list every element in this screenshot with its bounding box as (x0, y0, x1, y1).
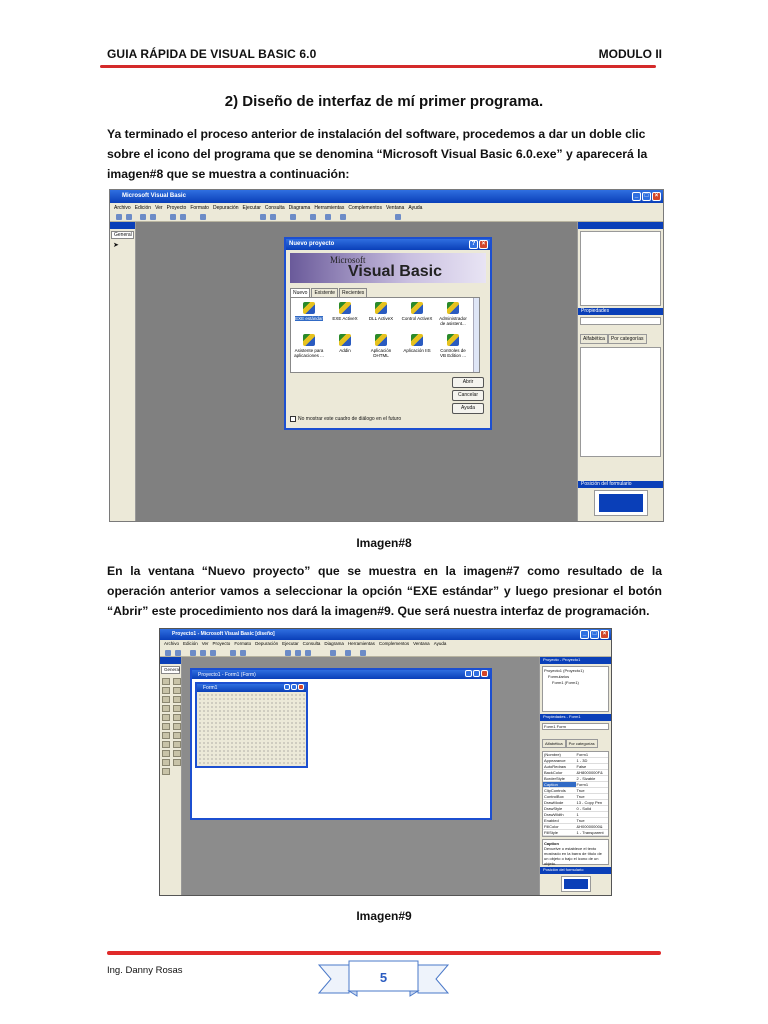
form-layout-titlebar: Posición del formulario (578, 481, 663, 488)
page-number: 5 (379, 970, 388, 985)
toolbar-icon (140, 214, 146, 220)
property-row (543, 830, 608, 836)
paragraph-2-text-b: ” que se muestra en la imagen#7 como resultado de la operación anterior vamos a seleccionar la opción “ (107, 564, 663, 598)
paragraph-2-text-d: ” este procedimiento nos dará la imagen#9. Que será nuestra interfaz de programación. (142, 604, 650, 618)
properties-titlebar: Propiedades - Form1 (540, 714, 611, 721)
toolbar-icon (325, 214, 331, 220)
toolbar-icon (395, 214, 401, 220)
drive-tool-icon (173, 732, 181, 739)
menu-diagrama: Diagrama (324, 641, 344, 646)
section-title: 2) Diseño de interfaz de mí primer programa. (224, 93, 544, 110)
close-icon: × (479, 240, 488, 249)
image-tool-icon (162, 759, 170, 766)
vscroll-tool-icon (173, 723, 181, 730)
property-description (542, 839, 609, 865)
toolbar-icon (345, 650, 351, 656)
item-label: Administrador de asistent... (439, 316, 467, 326)
toolbar-icon (305, 650, 311, 656)
form1-window (195, 682, 308, 768)
property-value: 2 - Sizable (576, 776, 596, 781)
form1-title: Form1 (203, 685, 218, 691)
toolbox-controls (160, 676, 181, 777)
paragraph-1-text-a: Ya terminado el proceso anterior de instalación del software, procedemos a dar un doble clic sobre el icono del programa que se denomina “ (107, 127, 646, 161)
description-title: Caption (544, 841, 559, 846)
banner-visual-basic: Visual Basic (348, 263, 442, 280)
toolbar-icon (240, 650, 246, 656)
minimize-icon (284, 684, 290, 690)
vb-ide-toolbar (160, 648, 611, 657)
menu-proyecto: Proyecto (166, 205, 187, 211)
screenshot-imagen-9 (159, 628, 612, 896)
properties-object-combo: Form1 Form (542, 723, 609, 730)
property-value: True (576, 794, 585, 799)
property-name: DrawMode (544, 800, 564, 805)
property-value: &H00000000& (576, 824, 603, 829)
paragraph-2-bold-a: Nuevo proyecto (207, 564, 305, 578)
project-type-list (290, 297, 480, 373)
wizard-manager-icon (447, 302, 459, 314)
tab-recientes: Recientes (339, 288, 367, 298)
property-value: 1 - 3D (576, 758, 588, 763)
maximize-icon (473, 670, 480, 677)
dll-activex-icon (375, 302, 387, 314)
line-tool-icon (173, 750, 181, 757)
property-value: 0 - Solid (576, 806, 592, 811)
pointer-icon: ➤ (113, 242, 119, 249)
dir-tool-icon (162, 741, 170, 748)
property-value: 1 - Transparent (576, 830, 604, 835)
properties-grid (580, 347, 661, 457)
paragraph-2-text-c: ” y luego presionar el botón “ (107, 584, 663, 618)
dialog-titlebar (286, 239, 490, 250)
timer-tool-icon (162, 732, 170, 739)
vb-window-title: Microsoft Visual Basic (122, 193, 186, 199)
toolbar-icon (180, 214, 186, 220)
textbox-tool-icon (173, 687, 181, 694)
list-item (365, 334, 397, 358)
property-value: 1 (576, 812, 579, 817)
menu-archivo: Archivo (164, 641, 180, 646)
vb-ide-titlebar (160, 629, 611, 640)
properties-object-combo (580, 317, 661, 325)
file-tool-icon (173, 741, 181, 748)
toolbar-icon (200, 214, 206, 220)
paragraph-2-bold-b: EXE estándar (413, 584, 494, 598)
tab-alfabetica: Alfabética (542, 739, 566, 748)
checkbox-tool-icon (162, 705, 170, 712)
property-name: FillColor (544, 824, 559, 829)
list-item (293, 302, 325, 321)
maximize-icon (291, 684, 297, 690)
abrir-button: Abrir (452, 377, 484, 388)
footer-rule (107, 951, 661, 955)
project-panel-titlebar: Proyecto - Proyecto1 (540, 657, 611, 664)
form1-grid (198, 693, 305, 765)
toolbar-icon (150, 214, 156, 220)
property-name: Appearance (544, 758, 566, 763)
caption-imagen-8: Imagen#8 (356, 536, 412, 550)
property-name: AutoRedraw (544, 764, 567, 769)
property-value: Form1 (576, 782, 589, 787)
maximize-icon: □ (642, 192, 651, 201)
item-label: Asistente para aplicaciones ... (294, 348, 324, 358)
toolbar-icon (165, 650, 171, 656)
form-designer-titlebar (192, 670, 490, 679)
menu-formato: Formato (190, 205, 209, 211)
toolbox-general-tab: General (111, 231, 134, 239)
property-value: Form1 (576, 752, 589, 757)
banner-microsoft: Microsoft (330, 255, 366, 265)
property-name: ControlBox (544, 794, 564, 799)
form-layout-preview (594, 490, 648, 516)
toolbar-icon (170, 214, 176, 220)
vb-ide-menubar (160, 640, 611, 648)
pointer-tool-icon (162, 678, 170, 685)
combobox-tool-icon (162, 714, 170, 721)
paragraph-1-bold: Microsoft Visual Basic 6.0.exe (382, 147, 557, 161)
property-name: ClipControls (544, 788, 566, 793)
ole-tool-icon (162, 768, 170, 775)
dialog-title: Nuevo proyecto (289, 241, 335, 247)
property-value: 13 - Copy Pen (576, 800, 603, 805)
property-value: True (576, 788, 585, 793)
menu-herramientas: Herramientas (347, 641, 375, 646)
shape-tool-icon (162, 750, 170, 757)
property-name: BackColor (544, 770, 563, 775)
item-label: DLL ActiveX (368, 316, 394, 321)
item-label: EXE ActiveX (332, 316, 358, 321)
project-explorer (580, 231, 661, 306)
caption-imagen-9: Imagen#9 (356, 909, 412, 923)
menu-complementos: Complementos (378, 641, 410, 646)
list-item (437, 302, 469, 326)
item-label: Addin (339, 348, 351, 353)
tab-por-categorias: Por categorías (608, 334, 647, 344)
app-wizard-icon (303, 334, 315, 346)
exe-activex-icon (339, 302, 351, 314)
toolbar-icon (175, 650, 181, 656)
listbox-tool-icon (173, 714, 181, 721)
properties-grid (542, 751, 609, 837)
help-icon: ? (469, 240, 478, 249)
list-item (329, 334, 361, 353)
toolbar-icon (126, 214, 132, 220)
toolbar-icon (340, 214, 346, 220)
right-panels (577, 222, 663, 521)
toolbar-icon (290, 214, 296, 220)
menu-consulta: Consulta (302, 641, 321, 646)
minimize-icon (465, 670, 472, 677)
property-value: &H8000000F& (576, 770, 603, 775)
control-activex-icon (411, 302, 423, 314)
nuevo-proyecto-dialog (284, 237, 492, 430)
menu-formato: Formato (234, 641, 252, 646)
visual-basic-banner (290, 253, 486, 283)
tree-node-project: Proyecto1 (Proyecto1) (544, 668, 584, 673)
project-panel-titlebar (578, 222, 663, 229)
list-item (401, 334, 433, 353)
item-label: EXE estándar (295, 316, 323, 321)
toolbar-icon (260, 214, 266, 220)
tab-existente: Existente (311, 288, 338, 298)
properties-titlebar: Propiedades (578, 308, 663, 315)
menu-ejecutar: Ejecutar (242, 205, 261, 211)
toolbox-panel (160, 657, 182, 895)
maximize-icon: □ (590, 630, 599, 639)
toolbar-icon (330, 650, 336, 656)
header-module: MODULO II (598, 47, 662, 61)
menu-ver: Ver (201, 641, 209, 646)
toolbar-icon (230, 650, 236, 656)
item-label: Aplicación DHTML (370, 348, 392, 358)
exe-standard-icon (303, 302, 315, 314)
paragraph-2-bold-c: Abrir (113, 604, 143, 618)
option-tool-icon (173, 705, 181, 712)
property-value: False (576, 764, 587, 769)
menu-consulta: Consulta (264, 205, 285, 211)
footer-author: Ing. Danny Rosas (107, 965, 183, 976)
tree-node-form1: Form1 (Form1) (552, 680, 579, 685)
menu-ventana: Ventana (413, 641, 430, 646)
list-scrollbar (473, 298, 479, 372)
dont-show-checkbox (290, 416, 296, 422)
property-name: Caption (543, 782, 576, 787)
property-name: DrawWidth (544, 812, 564, 817)
list-item (329, 302, 361, 321)
menu-ver: Ver (155, 205, 163, 211)
cancelar-button: Cancelar (452, 390, 484, 401)
toolbox-panel (110, 222, 136, 521)
vb-window-titlebar (110, 190, 663, 203)
right-panels (539, 657, 611, 895)
data-tool-icon (173, 759, 181, 766)
close-icon (481, 670, 488, 677)
menu-archivo: Archivo (114, 205, 131, 211)
property-name: Enabled (544, 818, 559, 823)
menu-ayuda: Ayuda (433, 641, 447, 646)
paragraph-1-text-b: ” y aparecerá la imagen#8 que se muestra a continuación: (107, 147, 648, 181)
close-icon: × (600, 630, 609, 639)
vb-toolbar (110, 212, 663, 222)
vb-edition-controls-icon (447, 334, 459, 346)
frame-tool-icon (162, 696, 170, 703)
tab-alfabetica: Alfabética (580, 334, 608, 344)
minimize-icon: _ (632, 192, 641, 201)
menu-ejecutar: Ejecutar (282, 641, 299, 646)
tab-por-categorias: Por categorías (566, 739, 598, 748)
list-item (293, 334, 325, 358)
close-icon: × (652, 192, 661, 201)
vb-menubar (110, 203, 663, 212)
form1-titlebar (197, 684, 306, 692)
list-item (365, 302, 397, 321)
dont-show-checkbox-row (290, 416, 401, 422)
menu-ayuda: Ayuda (408, 205, 423, 211)
menu-proyecto: Proyecto (212, 641, 231, 646)
menu-complementos: Complementos (348, 205, 382, 211)
minimize-icon: _ (580, 630, 589, 639)
tab-nuevo: Nuevo (290, 288, 310, 298)
picturebox-tool-icon (173, 678, 181, 685)
toolbox-general-tab: General (161, 666, 180, 674)
property-name: DrawStyle (544, 806, 563, 811)
menu-ventana: Ventana (385, 205, 405, 211)
menu-edicion: Edición (183, 641, 198, 646)
item-label: Control ActiveX (401, 316, 433, 321)
description-text: Devuelve o establece el texto mostrado en la barra de título de un objeto o bajo el icono de un objeto. (544, 846, 602, 866)
label-tool-icon (162, 687, 170, 694)
property-name: FillStyle (544, 830, 559, 835)
toolbox-titlebar (160, 657, 181, 664)
toolbar-icon (310, 214, 316, 220)
menu-diagrama: Diagrama (288, 205, 311, 211)
iis-app-icon (411, 334, 423, 346)
toolbar-icon (295, 650, 301, 656)
toolbox-titlebar (110, 222, 135, 229)
toolbar-icon (360, 650, 366, 656)
form-layout-titlebar: Posición del formulario (540, 867, 611, 874)
dont-show-label: No mostrar este cuadro de diálogo en el futuro (298, 416, 402, 422)
property-name: (Nombre) (544, 752, 561, 757)
toolbar-icon (210, 650, 216, 656)
property-name: BorderStyle (544, 776, 565, 781)
toolbar-icon (190, 650, 196, 656)
ayuda-button: Ayuda (452, 403, 484, 414)
paragraph-2 (107, 561, 662, 621)
menu-depuracion: Depuración (255, 641, 279, 646)
close-icon (298, 684, 304, 690)
tree-node-forms: Formularios (548, 674, 570, 679)
toolbar-icon (200, 650, 206, 656)
menu-depuracion: Depuración (212, 205, 239, 211)
page-number-ribbon (317, 959, 450, 999)
toolbar-icon (270, 214, 276, 220)
paragraph-2-text-a: En la ventana “ (107, 564, 208, 578)
header-rule (100, 65, 656, 68)
list-item (401, 302, 433, 321)
menu-edicion: Edición (134, 205, 152, 211)
item-label: Aplicación IIS (403, 348, 431, 353)
menu-herramientas: Herramientas (314, 205, 345, 211)
vb-ide-title: Proyecto1 - Microsoft Visual Basic [diseño] (172, 631, 275, 637)
project-tree (542, 666, 609, 712)
list-item (437, 334, 469, 358)
toolbar-icon (116, 214, 122, 220)
hscroll-tool-icon (162, 723, 170, 730)
header-title: GUIA RÁPIDA DE VISUAL BASIC 6.0 (107, 47, 317, 61)
form-layout-preview (561, 876, 591, 892)
paragraph-1 (107, 124, 662, 184)
property-value: True (576, 818, 585, 823)
button-tool-icon (173, 696, 181, 703)
dhtml-app-icon (375, 334, 387, 346)
item-label: Controles de VB Edition ... (439, 348, 466, 358)
screenshot-imagen-8 (109, 189, 664, 522)
addin-icon (339, 334, 351, 346)
toolbar-icon (285, 650, 291, 656)
form-designer-title: Proyecto1 - Form1 (Form) (198, 672, 256, 678)
